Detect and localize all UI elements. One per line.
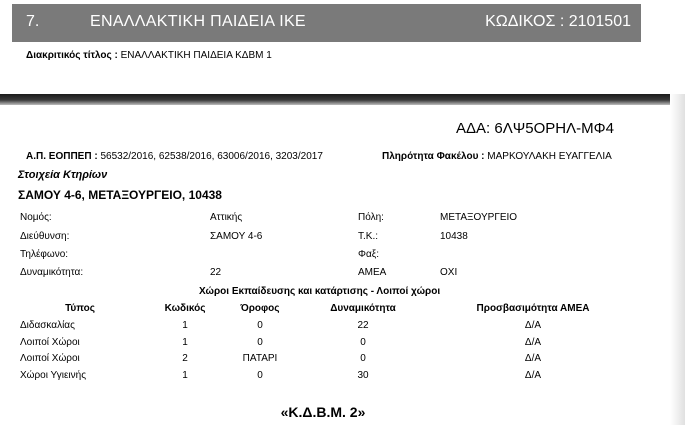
nomos-label: Νομός: [20,212,52,223]
file-officer-value: ΜΑΡΚΟΥΛΑΚΗ ΕΥΑΓΓΕΛΙΑ [487,151,612,162]
cell-code: 1 [182,337,188,348]
page-edge-shadow [670,94,685,425]
buildings-section-title: Στοιχεία Κτηρίων [18,169,108,181]
cell-capacity: 30 [357,370,369,381]
col-header-capacity: Δυναμικότητα [330,303,396,314]
poli-label: Πόλη: [358,212,384,223]
col-header-code: Κωδικός [164,303,206,314]
cell-floor: 0 [257,370,263,381]
cell-type: Λοιποί Χώροι [20,353,80,364]
address-value: ΣΑΜΟΥ 4-6 [210,231,263,242]
capacity-value: 22 [210,267,222,278]
cell-accessibility: Δ/Α [524,353,542,364]
cell-code: 1 [182,320,188,331]
cell-accessibility: Δ/Α [524,320,542,331]
file-officer-label: Πληρότητα Φακέλου : [382,151,485,162]
nomos-value: Αττικής [210,212,243,223]
file-officer-line [382,151,612,162]
provider-number: 7. [26,13,40,30]
address-label: Διεύθυνση: [20,231,70,242]
cell-floor: ΠΑΤΑΡΙ [242,353,278,364]
provider-code: ΚΩΔΙΚΟΣ : 2101501 [485,13,631,30]
protocol-line [26,151,323,162]
distinctive-title-value: ΕΝΑΛΛΑΚΤΙΚΗ ΠΑΙΔΕΙΑ ΚΔΒΜ 1 [120,50,272,61]
ada-code: ΑΔΑ: 6ΛΨ5ΟΡΗΛ-ΜΦ4 [456,120,614,137]
provider-title: ΕΝΑΛΛΑΚΤΙΚΗ ΠΑΙΔΕΙΑ ΙΚΕ [90,13,306,30]
cell-capacity: 22 [357,320,369,331]
phone-label: Τηλέφωνο: [20,249,69,260]
col-header-floor: Όροφος [240,303,280,314]
poli-value: ΜΕΤΑΞΟΥΡΓΕΙΟ [440,212,518,223]
tk-value: 10438 [440,231,468,242]
amea-label: ΑΜΕΑ [358,267,387,278]
cell-capacity: 0 [360,353,366,364]
distinctive-title-label: Διακριτικός τίτλος : [26,50,118,61]
col-header-type: Τύπος [65,303,95,314]
amea-value: ΟΧΙ [440,267,458,278]
protocol-label: Α.Π. ΕΟΠΠΕΠ : [26,151,98,162]
fax-label: Φαξ: [358,249,380,260]
distinctive-title-line [26,50,272,61]
cell-code: 1 [182,370,188,381]
protocol-value: 56532/2016, 62538/2016, 63006/2016, 3203/2017 [100,151,323,162]
page-break-divider [0,94,685,105]
col-header-accessibility: Προσβασιμότητα ΑΜΕΑ [476,303,590,314]
cell-floor: 0 [257,320,263,331]
spaces-table-title: Χώροι Εκπαίδευσης και κατάρτισης - Λοιποί χώροι [199,286,441,297]
cell-code: 2 [182,353,188,364]
cell-floor: 0 [257,337,263,348]
cell-type: Διδασκαλίας [20,320,75,331]
capacity-label: Δυναμικότητα: [20,267,84,278]
provider-header-bar [12,4,641,42]
cell-accessibility: Δ/Α [524,337,542,348]
cell-type: Λοιποί Χώροι [20,337,80,348]
cell-accessibility: Δ/Α [524,370,542,381]
building-address-heading: ΣΑΜΟΥ 4-6, ΜΕΤΑΞΟΥΡΓΕΙΟ, 10438 [18,188,222,202]
next-section-title: «Κ.Δ.Β.Μ. 2» [280,404,366,420]
tk-label: Τ.Κ.: [358,231,379,242]
cell-capacity: 0 [360,337,366,348]
cell-type: Χώροι Υγιεινής [20,370,87,381]
